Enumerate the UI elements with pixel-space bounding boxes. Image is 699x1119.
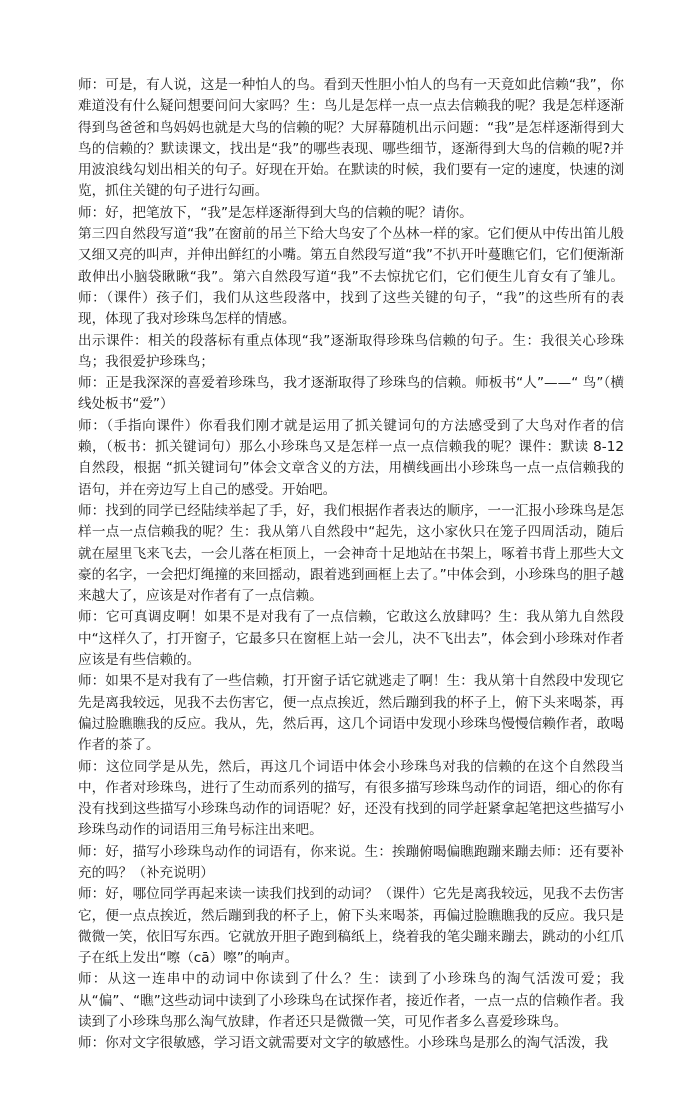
paragraph-section-eight: 师：找到的同学已经陆续举起了手，好，我们根据作者表达的顺序，一一汇报小珍珠鸟是怎样一点一点信赖我的呢？生：我从第八自然段中“起先，这小家伙只在笼子四周活动，随后就在屋里飞来飞去，一会儿落在柜顶上，一会神奇十足地站在书架上，啄着书背上那些大文豪的名字，一会把灯绳撞的来回摇动，跟着逃到画框上去了。”中体会到，小珍珠鸟的胆子越来越大了，应该是对作者有了一点信赖。 bbox=[78, 502, 624, 605]
paragraph-section-nine: 师：它可真调皮啊！如果不是对我有了一点信赖，它敢这么放肆吗？生：我从第九自然段中“这样久了，打开窗子，它最多只在窗框上站一会儿，决不飞出去”，体会到小珍珠对作者应该是有些信赖的。 bbox=[78, 609, 624, 669]
paragraph-action-words: 师：这位同学是从先，然后，再这几个词语中体会小珍珠鸟对我的信赖的在这个自然段当中，作者对珍珠鸟，进行了生动而系列的描写，有很多描写珍珠鸟动作的词语，细心的你有没有找到这些描写小珍珠鸟动作的词语呢？好，还没有找到的同学赶紧拿起笔把这些描写小珍珠鸟动作的词语用三角号标注出来吧。 bbox=[78, 758, 624, 839]
document-body bbox=[78, 75, 624, 1055]
paragraph-section-ten: 师：如果不是对我有了一些信赖，打开窗子话它就逃走了啊！生：我从第十自然段中发现它先是离我较远，见我不去伤害它，便一点点挨近，然后蹦到我的杯子上，俯下头来喝茶，再偏过脸瞧瞧我的反应。我从，先，然后再，这几个词语中发现小珍珠鸟慢慢信赖作者，敢喝作者的茶了。 bbox=[78, 673, 624, 754]
paragraph-slide-key-sentences: 出示课件：相关的段落标有重点体现“我”逐渐取得珍珠鸟信赖的句子。生：我很关心珍珠鸟；我很爱护珍珠鸟； bbox=[78, 332, 624, 370]
paragraph-key-words-method: 师：（手指向课件）你看我们刚才就是运用了抓关键词句的方法感受到了大鸟对作者的信赖，（板书：抓关键词句）那么小珍珠鸟又是怎样一点一点信赖我的呢？课件：默读 8-12 自然段，根据 “抓关键词句”体会文章含义的方法，用横线画出小珍珠鸟一点一点信赖我的语句，并在旁边写上自己的感受。开始吧。 bbox=[78, 417, 624, 498]
paragraph-teacher-prompt: 师：好，把笔放下，“我”是怎样逐渐得到大鸟的信赖的呢？请你。 bbox=[78, 204, 473, 221]
paragraph-student-insight: 师：从这一连串中的动词中你读到了什么？生：读到了小珍珠鸟的淘气活泼可爱；我从“偏”、“瞧”这些动词中读到了小珍珠鸟在试探作者，接近作者，一点一点的信赖作者。我读到了小珍珠鸟那么淘气放肆，作者还只是微微一笑，可见作者多么喜爱珍珠鸟。 bbox=[78, 971, 624, 1031]
paragraph-closing: 师：你对文字很敏感，学习语文就需要对文字的敏感性。小珍珠鸟是那么的淘气活泼，我 bbox=[78, 1035, 609, 1052]
paragraph-sections-three-to-six: 第三四自然段写道“我”在窗前的吊兰下给大鸟安了个丛林一样的家。它们便从中传出笛儿般又细又亮的叫声，并伸出鲜红的小嘴。第五自然段写道“我”不扒开叶蔓瞧它们，它们便渐渐敢伸出小脑袋瞅瞅“我”。第六自然段写道“我”不去惊扰它们，它们便生儿育女有了雏儿。师：（课件）孩子们，我们从这些段落中，找到了这些关键的句子，“我”的这些所有的表现，体现了我对珍珠鸟怎样的情感。 bbox=[78, 226, 624, 328]
paragraph-read-verbs: 师：好，哪位同学再起来读一读我们找到的动词？（课件）它先是离我较远，见我不去伤害它，便一点点挨近，然后蹦到我的杯子上，俯下头来喝茶，再偏过脸瞧瞧我的反应。我只是微微一笑，依旧写东西。它就放开胆子跑到稿纸上，绕着我的笔尖蹦来蹦去，跳动的小红爪子在纸上发出“嚓（cā）嚓”的响声。 bbox=[78, 886, 624, 967]
paragraph-board-writing: 师：正是我深深的喜爱着珍珠鸟，我才逐渐取得了珍珠鸟的信赖。师板书“人”——“ 鸟”（横线处板书“爱”） bbox=[78, 375, 624, 413]
paragraph-verb-list: 师：好，描写小珍珠鸟动作的词语有，你来说。生：挨蹦俯喝偏瞧跑蹦来蹦去师：还有要补充的吗？（补充说明） bbox=[78, 843, 624, 881]
paragraph-intro-question: 师：可是，有人说，这是一种怕人的鸟。看到天性胆小怕人的鸟有一天竟如此信赖“我”，你难道没有什么疑问想要问问大家吗？生：鸟儿是怎样一点一点去信赖我的呢？我是怎样逐渐得到鸟爸爸和鸟妈妈也就是大鸟的信赖的呢？大屏幕随机出示问题：“我”是怎样逐渐得到大鸟的信赖的？默读课文，找出是“我”的哪些表现、哪些细节，逐渐得到大鸟的信赖的呢?并用波浪线勾划出相关的句子。好现在开始。在默读的时候，我们要有一定的速度，快速的浏览，抓住关键的句子进行勾画。 bbox=[78, 77, 624, 200]
